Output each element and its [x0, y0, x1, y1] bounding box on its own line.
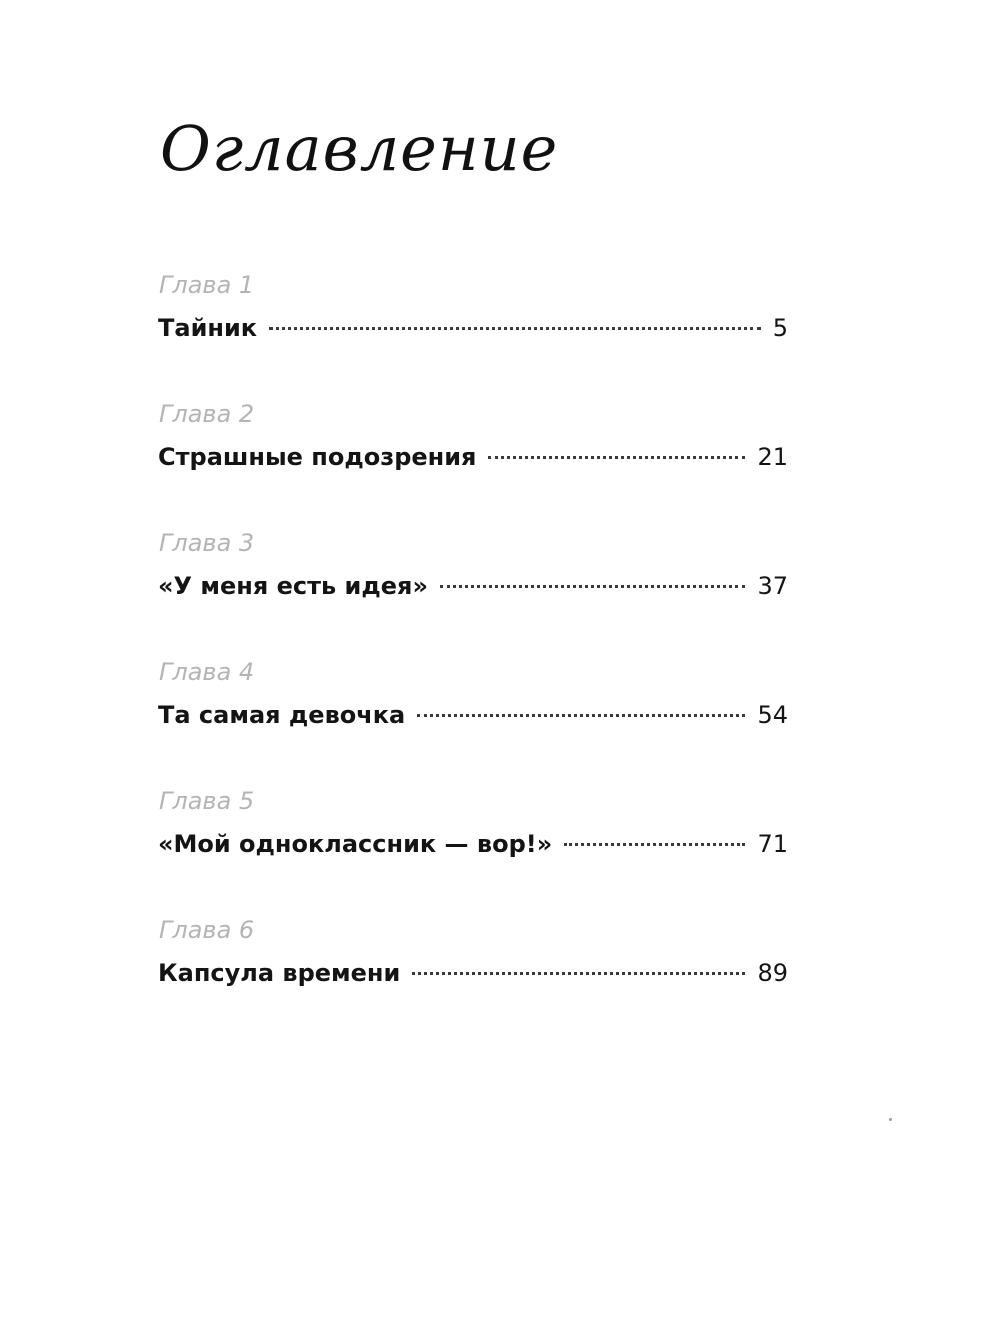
dot-leader	[564, 843, 745, 846]
dot-leader	[417, 714, 745, 717]
dot-leader	[440, 585, 746, 588]
page-number: 37	[757, 572, 788, 600]
chapter-label: Глава 5	[159, 787, 255, 815]
page-number: 54	[757, 701, 788, 729]
chapter-title: «У меня есть идея»	[158, 572, 428, 600]
dot-leader	[412, 972, 745, 975]
page-number: 5	[772, 314, 788, 342]
toc-title: Оглавление	[160, 112, 559, 185]
chapter-title: Тайник	[158, 314, 258, 342]
entry-line	[158, 693, 788, 737]
toc-list	[158, 268, 788, 1042]
toc-entry[interactable]	[158, 268, 788, 397]
chapter-label: Глава 4	[159, 658, 255, 686]
page-number: 89	[757, 959, 788, 987]
toc-entry[interactable]	[158, 397, 788, 526]
chapter-label: Глава 1	[159, 271, 255, 299]
entry-line	[158, 306, 788, 350]
entry-line	[158, 564, 788, 608]
entry-line	[158, 822, 788, 866]
chapter-label: Глава 2	[159, 400, 255, 428]
toc-entry[interactable]	[158, 784, 788, 913]
chapter-title: Капсула времени	[158, 959, 401, 987]
chapter-title: Страшные подозрения	[158, 443, 477, 471]
chapter-label: Глава 6	[159, 916, 255, 944]
dot-leader	[488, 456, 745, 459]
toc-entry[interactable]	[158, 913, 788, 1042]
chapter-title: «Мой одноклассник — вор!»	[158, 830, 553, 858]
dot-leader	[269, 327, 761, 330]
chapter-label: Глава 3	[159, 529, 255, 557]
scan-speck	[889, 1118, 892, 1121]
chapter-title: Та самая девочка	[158, 701, 406, 729]
page-number: 21	[757, 443, 788, 471]
entry-line	[158, 951, 788, 995]
toc-entry[interactable]	[158, 526, 788, 655]
page-number: 71	[757, 830, 788, 858]
entry-line	[158, 435, 788, 479]
toc-entry[interactable]	[158, 655, 788, 784]
